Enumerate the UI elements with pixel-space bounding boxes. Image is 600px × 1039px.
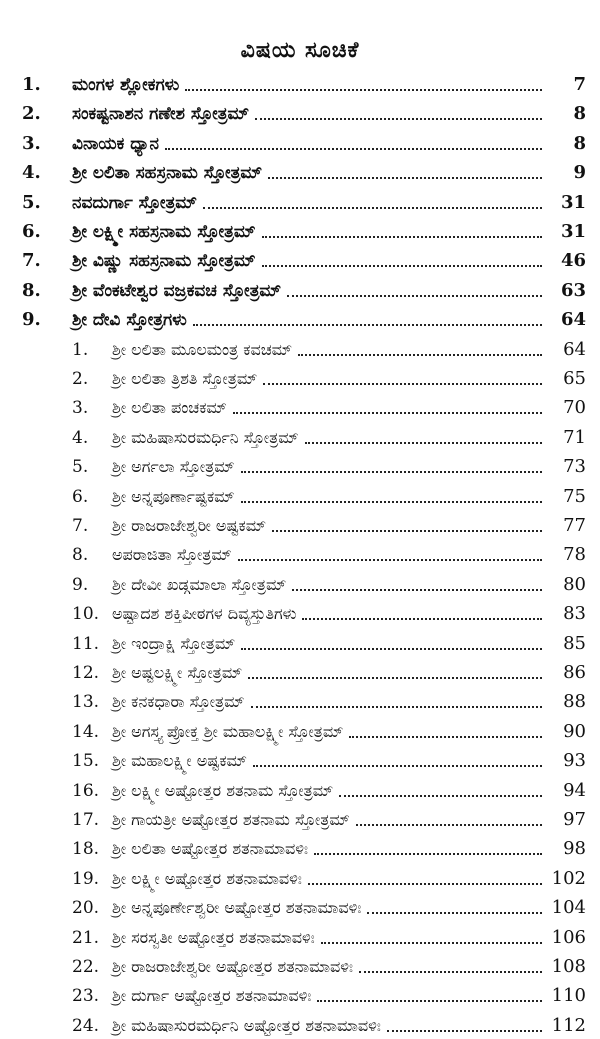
entry-title: ವಿನಾಯಕ ಧ್ಯಾನ: [72, 133, 159, 154]
toc-subentry: [0, 1009, 600, 1039]
entry-number: 11.: [72, 633, 100, 654]
entry-page-number: 71: [563, 426, 586, 448]
dot-leader: [302, 618, 542, 620]
entry-title: ಶ್ರೀ ಕನಕಧಾರಾ ಸ್ತೋತ್ರಮ್: [112, 692, 245, 712]
entry-page-number: 64: [563, 338, 586, 360]
entry-number: 18.: [72, 839, 100, 860]
entry-page-number: 9: [573, 162, 586, 184]
toc-subentry: [0, 333, 600, 363]
entry-title: ಶ್ರೀ ಲಕ್ಷ್ಮೀ ಅಷ್ಟೋತ್ತರ ಶತನಾಮ ಸ್ತೋತ್ರಮ್: [112, 780, 334, 800]
entry-title: ಶ್ರೀ ಅರ್ಗಲಾ ಸ್ತೋತ್ರಮ್: [112, 457, 235, 477]
toc-subentry: [0, 744, 600, 774]
entry-page-number: 88: [563, 691, 586, 713]
entry-page-number: 104: [551, 897, 586, 919]
entry-label-group: [72, 134, 548, 154]
entry-page-number: 46: [560, 250, 586, 272]
entry-title: ನವದುರ್ಗಾ ಸ್ತೋತ್ರಮ್: [72, 192, 197, 213]
entry-number: 1.: [22, 74, 41, 95]
toc-subentry: [0, 568, 600, 598]
entry-title: ಸಂಕಷ್ಟನಾಶನ ಗಣೇಶ ಸ್ತೋತ್ರಮ್: [72, 104, 250, 125]
dot-leader: [287, 295, 542, 297]
entry-title: ಶ್ರೀ ಲಲಿತಾ ಅಷ್ಟೋತ್ತರ ಶತನಾಮಾವಳಿಃ: [112, 839, 308, 859]
toc-subentry: [0, 774, 600, 804]
dot-leader: [203, 207, 542, 209]
entry-title: ಶ್ರೀ ಲಲಿತಾ ತ್ರಿಶತಿ ಸ್ತೋತ್ರಮ್: [112, 369, 258, 388]
toc-subentry: [0, 597, 600, 627]
entry-number: 3.: [22, 132, 41, 154]
entry-label-group: [72, 104, 548, 124]
entry-number: 22.: [72, 957, 100, 977]
toc-subentry: [0, 921, 600, 951]
dot-leader: [238, 559, 542, 561]
dot-leader: [251, 706, 542, 708]
dot-leader: [241, 471, 542, 473]
entry-number: 16.: [72, 780, 100, 801]
entry-number: 12.: [72, 663, 100, 683]
entry-title: ಶ್ರೀ ದೇವಿ ಸ್ತೋತ್ರಗಳು: [72, 310, 187, 331]
toc-subentry: [0, 832, 600, 862]
entry-number: 21.: [72, 927, 100, 948]
entry-title: ಶ್ರೀ ಮಹಿಷಾಸುರಮರ್ಧಿನಿ ಅಷ್ಟೋತ್ತರ ಶತನಾಮಾವಳಿಃ: [112, 1015, 381, 1035]
entry-number: 9.: [22, 309, 41, 331]
entry-number: 6.: [72, 486, 89, 507]
dot-leader: [241, 501, 542, 503]
toc-entry: [0, 156, 600, 186]
toc-subentry: [0, 362, 600, 392]
dot-leader: [305, 442, 542, 444]
dot-leader: [193, 324, 542, 326]
entry-title: ಶ್ರೀ ದೇವೀ ಖಡ್ಗಮಾಲಾ ಸ್ತೋತ್ರಮ್: [112, 574, 287, 594]
entry-label-group: [72, 75, 548, 95]
entry-page-number: 98: [563, 838, 586, 860]
toc-subentry: [0, 538, 600, 568]
entry-number: 20.: [72, 898, 100, 919]
entry-page-number: 75: [563, 485, 586, 507]
entry-label-group: [112, 545, 548, 565]
entry-page-number: 90: [563, 720, 586, 742]
entry-title: ಮಂಗಳ ಶ್ಲೋಕಗಳು: [72, 75, 180, 95]
toc-entry: [0, 303, 600, 333]
entry-title: ಶ್ರೀ ಅಷ್ಟಲಕ್ಷ್ಮೀ ಸ್ತೋತ್ರಮ್: [112, 663, 243, 682]
entry-title: ಶ್ರೀ ಅನ್ನಪೂರ್ಣೇಶ್ವರೀ ಅಷ್ಟೋತ್ತರ ಶತನಾಮಾವಳಿಃ: [112, 898, 362, 918]
dot-leader: [248, 677, 542, 679]
entry-title: ಶ್ರೀ ರಾಜರಾಜೇಶ್ವರೀ ಅಷ್ಟೋತ್ತರ ಶತನಾಮಾವಳಿಃ: [112, 957, 353, 976]
dot-leader: [367, 912, 542, 914]
entry-page-number: 110: [551, 985, 586, 1007]
entry-number: 13.: [72, 692, 100, 713]
entry-number: 4.: [22, 162, 41, 184]
dot-leader: [241, 648, 542, 650]
entry-label-group: [112, 751, 548, 771]
entry-label-group: [112, 781, 548, 801]
entry-label-group: [112, 516, 548, 536]
entry-page-number: 108: [551, 956, 586, 977]
dot-leader: [255, 118, 542, 120]
entry-label-group: [112, 340, 548, 360]
entry-label-group: [72, 281, 548, 301]
entry-label-group: [112, 575, 548, 595]
entry-page-number: 8: [573, 103, 586, 125]
entry-page-number: 112: [551, 1014, 586, 1036]
entry-label-group: [112, 604, 548, 624]
entry-title: ಶ್ರೀ ಲಕ್ಷ್ಮೀ ಸಹಸ್ರನಾಮ ಸ್ತೋತ್ರಮ್: [72, 222, 256, 242]
toc-subentry: [0, 627, 600, 657]
toc-subentry: [0, 391, 600, 421]
entry-page-number: 70: [563, 397, 586, 419]
entry-number: 23.: [72, 986, 100, 1007]
dot-leader: [165, 148, 542, 150]
entry-number: 7.: [22, 250, 41, 272]
entry-title: ಶ್ರೀ ಮಹಾಲಕ್ಷ್ಮೀ ಅಷ್ಟಕಮ್: [112, 751, 247, 771]
toc-entry: [0, 68, 600, 98]
entry-page-number: 93: [563, 750, 586, 772]
dot-leader: [387, 1030, 542, 1032]
toc-subentry: [0, 891, 600, 921]
entry-page-number: 7: [573, 74, 586, 95]
dot-leader: [292, 589, 542, 591]
toc-subentry: [0, 715, 600, 745]
toc-subentry: [0, 656, 600, 686]
entry-page-number: 64: [560, 309, 586, 331]
entry-number: 17.: [72, 810, 100, 830]
entry-number: 2.: [72, 369, 89, 389]
entry-page-number: 31: [560, 221, 586, 242]
entry-number: 15.: [72, 751, 100, 772]
entry-number: 19.: [72, 868, 100, 889]
entry-number: 9.: [72, 574, 89, 595]
toc-entry: [0, 215, 600, 245]
entry-label-group: [112, 457, 548, 477]
entry-number: 24.: [72, 1015, 100, 1036]
entry-title: ಅಷ್ಟಾದಶ ಶಕ್ತಿಪೀಠಗಳ ದಿವ್ಯಸ್ತುತಿಗಳು: [112, 604, 297, 624]
entry-number: 6.: [22, 221, 41, 242]
entry-page-number: 73: [563, 456, 586, 478]
entry-label-group: [112, 898, 548, 918]
entry-title: ಶ್ರೀ ಲಲಿತಾ ಪಂಚಕಮ್: [112, 398, 227, 418]
dot-leader: [298, 354, 542, 356]
entry-label-group: [112, 487, 548, 507]
toc-subentry: [0, 803, 600, 833]
entry-label-group: [112, 957, 548, 977]
entry-page-number: 80: [563, 573, 586, 595]
entry-label-group: [112, 428, 548, 448]
dot-leader: [339, 795, 542, 797]
entry-title: ಶ್ರೀ ಮಹಿಷಾಸುರಮರ್ಧಿನಿ ಸ್ತೋತ್ರಮ್: [112, 427, 299, 447]
entry-title: ಶ್ರೀ ರಾಜರಾಜೇಶ್ವರೀ ಅಷ್ಟಕಮ್: [112, 516, 267, 535]
dot-leader: [272, 530, 542, 532]
entry-number: 7.: [72, 516, 89, 536]
dot-leader: [314, 853, 542, 855]
entry-page-number: 8: [573, 132, 586, 154]
entry-label-group: [112, 634, 548, 654]
entry-label-group: [112, 398, 548, 418]
entry-label-group: [72, 163, 548, 183]
entry-label-group: [72, 310, 548, 330]
entry-label-group: [112, 663, 548, 683]
entry-number: 14.: [72, 721, 100, 742]
entry-label-group: [72, 193, 548, 213]
entry-label-group: [112, 986, 548, 1006]
entry-label-group: [112, 810, 548, 830]
dot-leader: [321, 942, 542, 944]
dot-leader: [253, 765, 542, 767]
entry-title: ಶ್ರೀ ಲಕ್ಷ್ಮೀ ಅಷ್ಟೋತ್ತರ ಶತನಾಮಾವಳಿಃ: [112, 868, 302, 888]
entry-page-number: 31: [560, 191, 586, 213]
entry-label-group: [112, 928, 548, 948]
entry-label-group: [72, 222, 548, 242]
entry-label-group: [112, 692, 548, 712]
entry-title: ಶ್ರೀ ವಿಷ್ಣು ಸಹಸ್ರನಾಮ ಸ್ತೋತ್ರಮ್: [72, 251, 256, 272]
entry-page-number: 78: [563, 544, 586, 566]
entry-title: ಶ್ರೀ ಗಾಯತ್ರೀ ಅಷ್ಟೋತ್ತರ ಶತನಾಮ ಸ್ತೋತ್ರಮ್: [112, 810, 350, 829]
toc-entry: [0, 186, 600, 216]
entry-page-number: 94: [563, 779, 586, 801]
entry-page-number: 106: [551, 926, 586, 948]
dot-leader: [356, 824, 542, 826]
entry-page-number: 102: [551, 867, 586, 889]
entry-page-number: 97: [563, 809, 586, 830]
entry-number: 8.: [22, 279, 41, 301]
toc-entry: [0, 274, 600, 304]
entry-title: ಶ್ರೀ ಅಗಸ್ತ್ಯ ಪ್ರೋಕ್ತ ಶ್ರೀ ಮಹಾಲಕ್ಷ್ಮೀ ಸ್ತೋತ್ರಮ್: [112, 721, 344, 741]
toc-entry: [0, 244, 600, 274]
entry-label-group: [112, 722, 548, 742]
entry-label-group: [112, 839, 548, 859]
entry-page-number: 86: [563, 662, 586, 683]
entry-title: ಅಪರಾಜಿತಾ ಸ್ತೋತ್ರಮ್: [112, 545, 232, 565]
entry-page-number: 77: [563, 515, 586, 536]
entry-page-number: 83: [563, 603, 586, 625]
toc-entry: [0, 127, 600, 157]
toc-subentry: [0, 862, 600, 892]
entry-label-group: [112, 369, 548, 389]
entry-title: ಶ್ರೀ ಇಂದ್ರಾಕ್ಷಿ ಸ್ತೋತ್ರಮ್: [112, 633, 236, 653]
toc-subentry: [0, 480, 600, 510]
entry-number: 5.: [72, 457, 89, 478]
dot-leader: [263, 383, 542, 385]
toc-subentry: [0, 509, 600, 539]
entry-number: 1.: [72, 339, 89, 360]
dot-leader: [233, 412, 542, 414]
entry-number: 10.: [72, 604, 100, 625]
entry-number: 4.: [72, 427, 89, 448]
entry-page-number: 65: [563, 368, 586, 389]
entry-title: ಶ್ರೀ ಅನ್ನಪೂರ್ಣಾಷ್ಟಕಮ್: [112, 486, 235, 506]
page-title: ವಿಷಯ ಸೂಚಿಕೆ: [240, 38, 360, 63]
toc-subentry: [0, 450, 600, 480]
entry-title: ಶ್ರೀ ಲಲಿತಾ ಸಹಸ್ರನಾಮ ಸ್ತೋತ್ರಮ್: [72, 163, 263, 184]
toc-entry: [0, 97, 600, 127]
dot-leader: [317, 1000, 542, 1002]
dot-leader: [349, 736, 542, 738]
toc-subentry: [0, 685, 600, 715]
entry-number: 3.: [72, 398, 89, 419]
dot-leader: [262, 265, 542, 267]
entry-title: ಶ್ರೀ ಸರಸ್ವತೀ ಅಷ್ಟೋತ್ತರ ಶತನಾಮಾವಳಿಃ: [112, 927, 315, 947]
entry-page-number: 85: [563, 632, 586, 654]
entry-number: 8.: [72, 545, 89, 566]
entry-label-group: [72, 251, 548, 271]
entry-title: ಶ್ರೀ ಲಲಿತಾ ಮೂಲಮಂತ್ರ ಕವಚಮ್: [112, 339, 293, 359]
entry-number: 5.: [22, 191, 41, 213]
entry-number: 2.: [22, 103, 41, 125]
toc-subentry: [0, 421, 600, 451]
entry-page-number: 63: [560, 279, 586, 301]
toc-subentry: [0, 950, 600, 980]
entry-title: ಶ್ರೀ ವೆಂಕಟೇಶ್ವರ ವಜ್ರಕವಚ ಸ್ತೋತ್ರಮ್: [72, 280, 282, 301]
dot-leader: [262, 236, 542, 238]
entry-label-group: [112, 869, 548, 889]
dot-leader: [268, 177, 542, 179]
dot-leader: [359, 971, 542, 973]
toc-subentry: [0, 979, 600, 1009]
dot-leader: [185, 89, 542, 91]
entry-title: ಶ್ರೀ ದುರ್ಗಾ ಅಷ್ಟೋತ್ತರ ಶತನಾಮಾವಳಿಃ: [112, 986, 312, 1006]
dot-leader: [308, 883, 542, 885]
